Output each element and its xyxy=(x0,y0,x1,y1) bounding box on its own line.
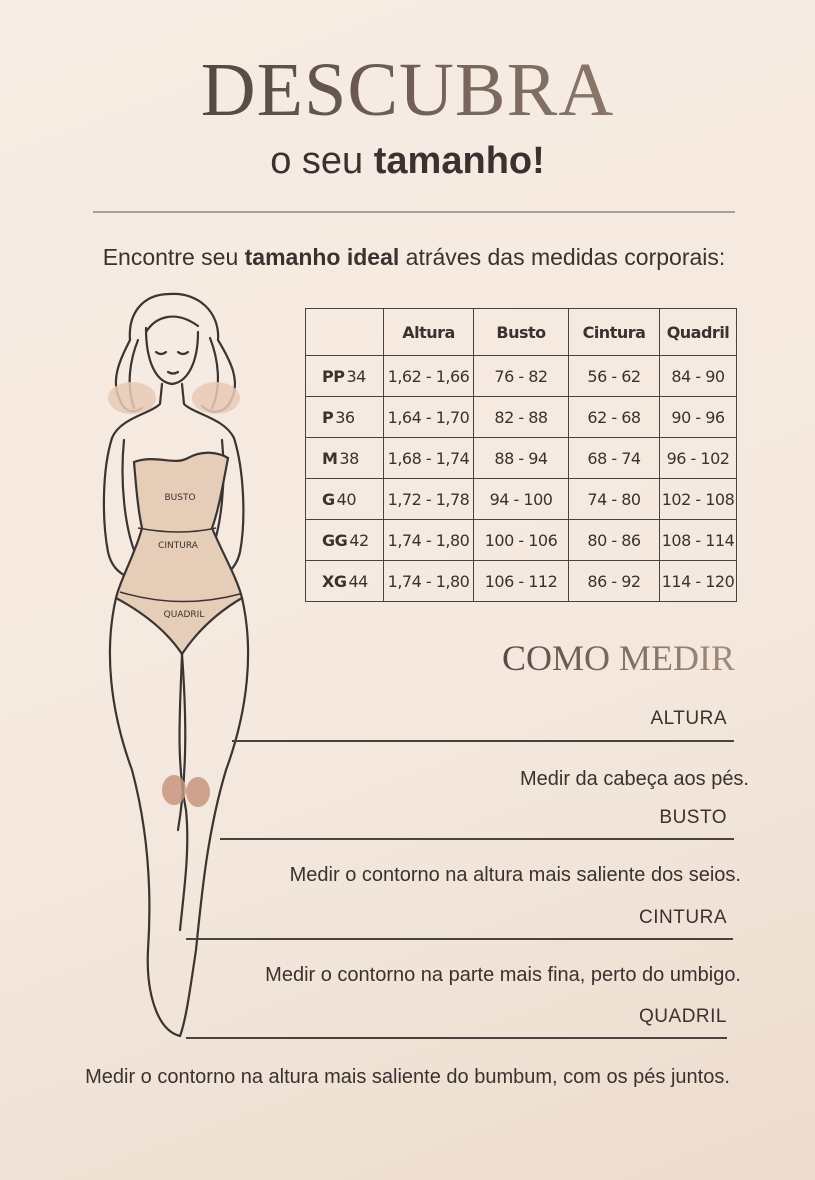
size-letter: G xyxy=(322,489,335,509)
cell-cintura: 56 - 62 xyxy=(569,356,660,397)
subtitle-bold: tamanho! xyxy=(373,140,545,182)
size-letter: PP xyxy=(322,366,345,386)
cell-quadril: 114 - 120 xyxy=(660,561,737,602)
cell-altura: 1,64 - 1,70 xyxy=(384,397,474,438)
cell-busto: 88 - 94 xyxy=(474,438,569,479)
measure-desc-quadril: Medir o contorno na altura mais saliente do bumbum, com os pés juntos. xyxy=(85,1066,730,1088)
cell-cintura: 86 - 92 xyxy=(569,561,660,602)
table-row xyxy=(306,520,737,561)
table-row xyxy=(306,561,737,602)
measure-line-busto xyxy=(220,838,734,840)
cell-cintura: 80 - 86 xyxy=(569,520,660,561)
size-letter: GG xyxy=(322,530,348,550)
table-row xyxy=(306,356,737,397)
measure-desc-busto: Medir o contorno na altura mais saliente dos seios. xyxy=(289,864,741,886)
cell-quadril: 102 - 108 xyxy=(660,479,737,520)
measure-label-quadril: QUADRIL xyxy=(639,1006,727,1027)
cell-altura: 1,74 - 1,80 xyxy=(384,520,474,561)
measure-desc-altura: Medir da cabeça aos pés. xyxy=(519,768,749,790)
column-header: Busto xyxy=(474,309,569,356)
intro-text xyxy=(0,244,815,271)
measure-line-altura xyxy=(232,740,734,742)
subtitle-prefix: o seu xyxy=(270,140,374,182)
cell-quadril: 108 - 114 xyxy=(660,520,737,561)
table-row xyxy=(306,397,737,438)
size-number: 38 xyxy=(339,448,359,468)
cell-busto: 94 - 100 xyxy=(474,479,569,520)
cell-quadril: 96 - 102 xyxy=(660,438,737,479)
size-cell xyxy=(306,356,384,397)
cell-cintura: 68 - 74 xyxy=(569,438,660,479)
cell-busto: 76 - 82 xyxy=(474,356,569,397)
measure-desc-cintura: Medir o contorno na parte mais fina, perto do umbigo. xyxy=(265,964,741,986)
column-header: Quadril xyxy=(660,309,737,356)
cell-cintura: 74 - 80 xyxy=(569,479,660,520)
measure-line-quadril xyxy=(186,1037,727,1039)
cell-altura: 1,74 - 1,80 xyxy=(384,561,474,602)
intro-prefix: Encontre seu xyxy=(102,244,245,270)
size-cell xyxy=(306,479,384,520)
figure-label-busto: BUSTO xyxy=(164,493,196,503)
measure-label-cintura: CINTURA xyxy=(639,907,727,928)
intro-suffix: atráves das medidas corporais: xyxy=(399,244,726,270)
size-number: 36 xyxy=(335,407,355,427)
table-header-row xyxy=(306,309,737,356)
size-cell xyxy=(306,397,384,438)
column-header: Altura xyxy=(384,309,474,356)
size-number: 42 xyxy=(349,530,369,550)
measure-label-busto: BUSTO xyxy=(659,807,727,828)
size-cell xyxy=(306,520,384,561)
table-row xyxy=(306,438,737,479)
page-subtitle xyxy=(0,140,815,183)
size-cell xyxy=(306,438,384,479)
cell-altura: 1,72 - 1,78 xyxy=(384,479,474,520)
size-cell xyxy=(306,561,384,602)
cell-busto: 82 - 88 xyxy=(474,397,569,438)
como-medir-title: COMO MEDIR xyxy=(501,638,735,678)
intro-bold: tamanho ideal xyxy=(244,244,400,270)
cell-altura: 1,68 - 1,74 xyxy=(384,438,474,479)
table-row xyxy=(306,479,737,520)
column-header: Cintura xyxy=(569,309,660,356)
size-number: 44 xyxy=(348,571,368,591)
cell-altura: 1,62 - 1,66 xyxy=(384,356,474,397)
measure-line-cintura xyxy=(186,938,733,940)
measure-label-altura: ALTURA xyxy=(650,708,727,729)
body-figure-illustration xyxy=(90,290,260,1050)
cell-quadril: 84 - 90 xyxy=(660,356,737,397)
size-letter: M xyxy=(322,448,338,468)
figure-label-cintura: CINTURA xyxy=(158,541,198,551)
size-letter: P xyxy=(322,407,334,427)
cell-quadril: 90 - 96 xyxy=(660,397,737,438)
size-table xyxy=(305,308,737,602)
cell-cintura: 62 - 68 xyxy=(569,397,660,438)
cell-busto: 100 - 106 xyxy=(474,520,569,561)
size-number: 34 xyxy=(346,366,366,386)
table-corner-cell xyxy=(306,309,384,356)
page-title: DESCUBRA xyxy=(0,52,815,128)
size-letter: XG xyxy=(322,571,347,591)
cell-busto: 106 - 112 xyxy=(474,561,569,602)
size-number: 40 xyxy=(336,489,356,509)
figure-label-quadril: QUADRIL xyxy=(163,610,205,620)
title-divider xyxy=(93,211,735,213)
